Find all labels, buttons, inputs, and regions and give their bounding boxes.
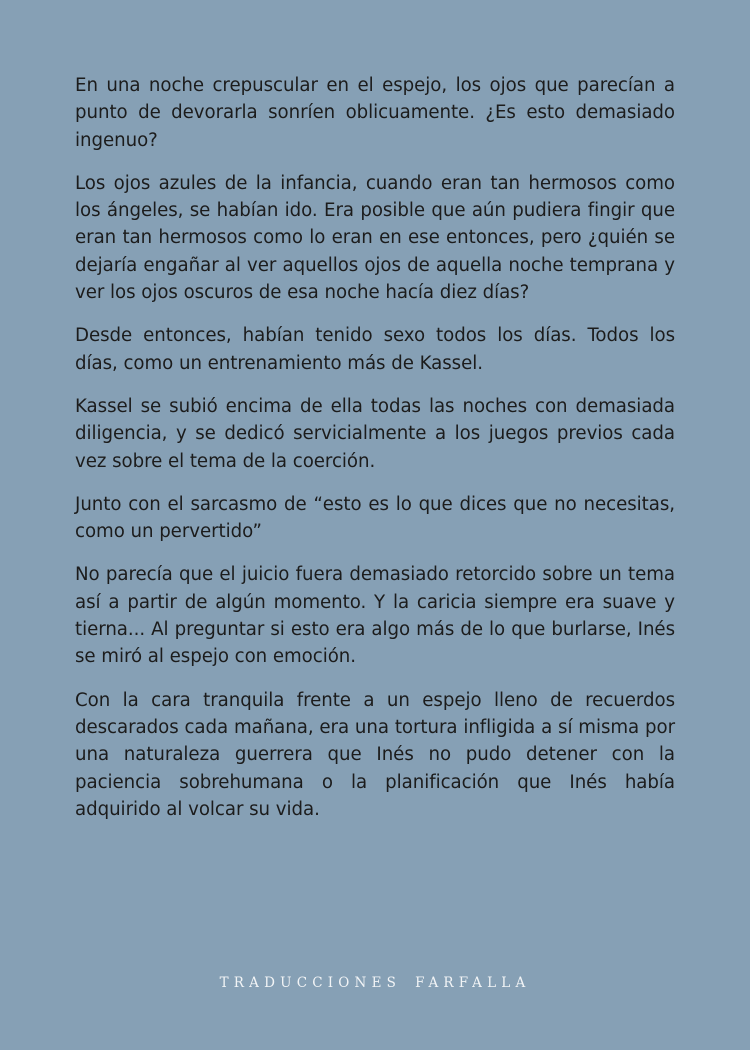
- footer-word-2: FARFALLA: [415, 975, 531, 991]
- paragraph-7: Con la cara tranquila frente a un espejo lleno de recuerdos descarados cada mañana, era una tortura infligida a sí misma por una naturaleza guerrera que Inés no pudo detener con la paciencia sobrehumana o la planificación que Inés había adquirido al volcar su vida.: [75, 689, 675, 820]
- paragraph-1: En una noche crepuscular en el espejo, los ojos que parecían a punto de devorarla sonríen oblicuamente. ¿Es esto demasiado ingenuo?: [75, 75, 675, 151]
- page-footer: [0, 975, 750, 991]
- paragraph-2: Los ojos azules de la infancia, cuando eran tan hermosos como los ángeles, se habían ido. Era posible que aún pudiera fingir que eran tan hermosos como lo eran en ese entonces, pero ¿quién se dejaría engañar al ver aquellos ojos de aquella noche temprana y ver los ojos oscuros de esa noche hacía diez días?: [75, 172, 675, 304]
- paragraph-4: Kassel se subió encima de ella todas las noches con demasiada diligencia, y se dedicó servicialmente a los juegos previos cada vez sobre el tema de la coerción.: [75, 395, 675, 472]
- body-text: [75, 72, 675, 839]
- footer-word-1: TRADUCCIONES: [219, 975, 402, 991]
- paragraph-3: Desde entonces, habían tenido sexo todos los días. Todos los días, como un entrenamiento más de Kassel.: [75, 325, 675, 374]
- paragraph-6: No parecía que el juicio fuera demasiado retorcido sobre un tema así a partir de algún momento. Y la caricia siempre era suave y tierna... Al preguntar si esto era algo más de lo que burlarse, Inés se miró al espejo con emoción.: [75, 564, 675, 668]
- paragraph-5: Junto con el sarcasmo de “esto es lo que dices que no necesitas, como un pervertido”: [75, 493, 675, 543]
